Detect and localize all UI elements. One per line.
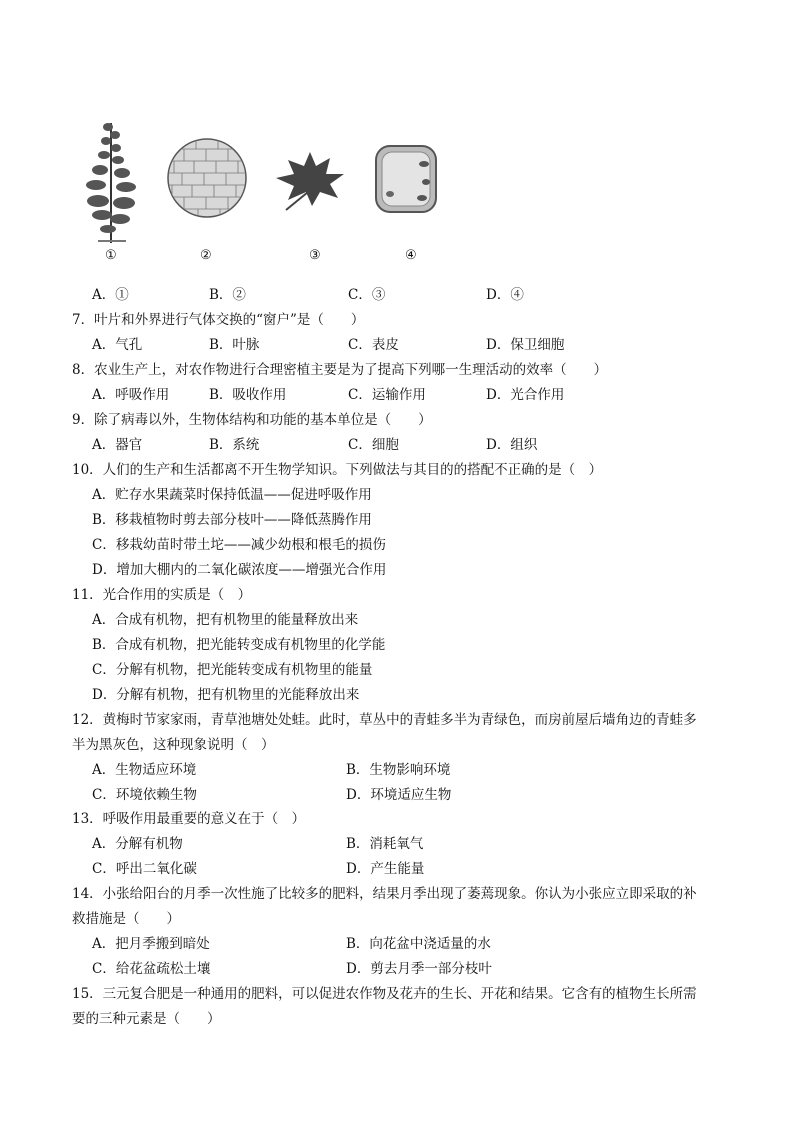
figure-row (0, 110, 794, 270)
q12-stem-line1: 12．黄梅时节家家雨，青草池塘处处蛙。此时，草丛中的青蛙多半为青绿色，而房前屋后墙角边的青蛙多 (72, 712, 697, 728)
q14-option-a[interactable]: A．把月季搬到暗处 (92, 936, 210, 952)
q11-option-a[interactable]: A．合成有机物，把有机物里的能量释放出来 (92, 612, 359, 628)
q8-stem: 8．农业生产上，对农作物进行合理密植主要是为了提高下列哪一生理活动的效率（ ） (72, 362, 608, 378)
q12-option-d[interactable]: D．环境适应生物 (346, 787, 452, 803)
q12-stem-line2: 半为黑灰色，这种现象说明（ ） (72, 737, 275, 753)
q6-option-b[interactable]: B．② (209, 287, 246, 303)
figure-label-2: ② (200, 248, 212, 263)
q15-stem-line2: 要的三种元素是（ ） (72, 1011, 221, 1027)
q11-option-c[interactable]: C．分解有机物，把光能转变成有机物里的能量 (92, 662, 373, 678)
q14-option-c[interactable]: C．给花盆疏松土壤 (92, 961, 211, 977)
plant-cell-icon (372, 142, 440, 216)
q14-option-d[interactable]: D．剪去月季一部分枝叶 (346, 961, 492, 977)
q10-option-a[interactable]: A．贮存水果蔬菜时保持低温——促进呼吸作用 (92, 487, 372, 503)
q10-option-b[interactable]: B．移栽植物时剪去部分枝叶——降低蒸腾作用 (92, 512, 372, 528)
q11-option-b[interactable]: B．合成有机物，把光能转变成有机物里的化学能 (92, 637, 386, 653)
q14-stem-line2: 救措施是（ ） (72, 911, 180, 927)
q9-stem: 9．除了病毒以外，生物体结构和功能的基本单位是（ ） (72, 412, 432, 428)
figure-label-3: ③ (309, 248, 321, 263)
q10-option-d[interactable]: D．增加大棚内的二氧化碳浓度——增强光合作用 (92, 562, 387, 578)
q14-stem-line1: 14．小张给阳台的月季一次性施了比较多的肥料，结果月季出现了萎蔫现象。你认为小张应立即采取的补 (72, 886, 697, 902)
q9-option-b[interactable]: B．系统 (209, 437, 260, 453)
q13-option-d[interactable]: D．产生能量 (346, 861, 425, 877)
q13-option-b[interactable]: B．消耗氧气 (346, 836, 424, 852)
q7-option-c[interactable]: C．表皮 (348, 337, 399, 353)
q12-option-c[interactable]: C．环境依赖生物 (92, 787, 197, 803)
q7-option-a[interactable]: A．气孔 (92, 337, 143, 353)
q7-stem: 7．叶片和外界进行气体交换的“窗户”是（ ） (72, 312, 365, 328)
q9-option-d[interactable]: D．组织 (486, 437, 538, 453)
q10-stem: 10．人们的生产和生活都离不开生物学知识。下列做法与其目的的搭配不正确的是（ ） (72, 462, 603, 478)
q13-stem: 13．呼吸作用最重要的意义在于（ ） (72, 811, 306, 827)
q15-stem-line1: 15．三元复合肥是一种通用的肥料，可以促进农作物及花卉的生长、开花和结果。它含有的植物生长所需 (72, 986, 697, 1002)
q13-option-c[interactable]: C．呼出二氧化碳 (92, 861, 197, 877)
q7-option-b[interactable]: B．叶脉 (209, 337, 260, 353)
plant-icon (78, 115, 148, 245)
q14-option-b[interactable]: B．向花盆中浇适量的水 (346, 936, 491, 952)
q10-option-c[interactable]: C．移栽幼苗时带土坨——减少幼根和根毛的损伤 (92, 537, 386, 553)
q7-option-d[interactable]: D．保卫细胞 (486, 337, 565, 353)
q8-option-c[interactable]: C．运输作用 (348, 387, 426, 403)
q6-option-c[interactable]: C．③ (348, 287, 386, 303)
cell-tissue-icon (166, 137, 248, 219)
q9-option-c[interactable]: C．细胞 (348, 437, 399, 453)
figure-label-1: ① (105, 248, 117, 263)
q11-stem: 11．光合作用的实质是（ ） (72, 587, 252, 603)
q13-option-a[interactable]: A．分解有机物 (92, 836, 183, 852)
q8-option-b[interactable]: B．吸收作用 (209, 387, 287, 403)
figure-label-4: ④ (405, 248, 417, 263)
q6-option-d[interactable]: D．④ (486, 287, 524, 303)
q8-option-d[interactable]: D．光合作用 (486, 387, 565, 403)
leaf-icon (272, 148, 348, 214)
q6-option-a[interactable]: A．① (92, 287, 129, 303)
q8-option-a[interactable]: A．呼吸作用 (92, 387, 170, 403)
q12-option-a[interactable]: A．生物适应环境 (92, 762, 197, 778)
q9-option-a[interactable]: A．器官 (92, 437, 143, 453)
q12-option-b[interactable]: B．生物影响环境 (346, 762, 451, 778)
q11-option-d[interactable]: D．分解有机物，把有机物里的光能释放出来 (92, 687, 360, 703)
